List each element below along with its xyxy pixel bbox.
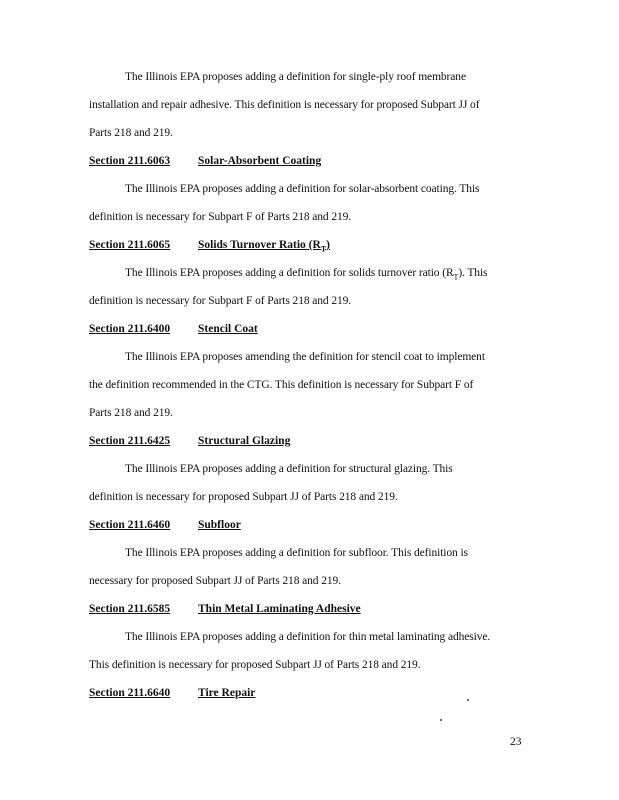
paragraph-line: The Illinois EPA proposes adding a definition for thin metal laminating adhesive. [125, 631, 491, 643]
section-heading [89, 518, 241, 532]
section-number: Section 211.6640 [89, 687, 171, 699]
section-number: Section 211.6585 [89, 603, 171, 615]
section-title: Subfloor [198, 519, 241, 531]
paragraph-line: definition is necessary for Subpart F of Parts 218 and 219. [89, 295, 352, 307]
section-number: Section 211.6425 [89, 435, 171, 447]
section-heading [89, 322, 258, 336]
paragraph-line: Parts 218 and 219. [89, 127, 173, 139]
section-number: Section 211.6063 [89, 155, 171, 167]
section-heading [89, 434, 290, 448]
section-number: Section 211.6400 [89, 323, 171, 335]
paragraph-line: the definition recommended in the CTG. This definition is necessary for Subpart F of [89, 379, 474, 391]
section-heading [89, 686, 255, 700]
paragraph-line: This definition is necessary for proposed Subpart JJ of Parts 218 and 219. [89, 659, 421, 671]
scan-speck [467, 699, 469, 701]
paragraph-line: installation and repair adhesive. This definition is necessary for proposed Subpart JJ of [89, 99, 480, 111]
section-heading [89, 238, 330, 256]
page-number: 23 [510, 736, 522, 748]
paragraph-line: Parts 218 and 219. [89, 407, 173, 419]
paragraph-line: definition is necessary for Subpart F of Parts 218 and 219. [89, 211, 352, 223]
section-title: Tire Repair [198, 687, 256, 699]
section-heading [89, 602, 361, 616]
paragraph-line: necessary for proposed Subpart JJ of Parts 218 and 219. [89, 575, 341, 587]
section-title: Stencil Coat [198, 323, 258, 335]
paragraph-line: The Illinois EPA proposes adding a definition for solar-absorbent coating. This [125, 183, 480, 195]
paragraph-line: The Illinois EPA proposes amending the definition for stencil coat to implement [125, 351, 485, 363]
paragraph-line: definition is necessary for proposed Subpart JJ of Parts 218 and 219. [89, 491, 398, 503]
section-title: Structural Glazing [198, 435, 291, 447]
paragraph-line: The Illinois EPA proposes adding a definition for solids turnover ratio $(R_T)$. This [125, 267, 488, 282]
section-number: Section 211.6065 [89, 239, 171, 251]
section-title: Thin Metal Laminating Adhesive [198, 603, 361, 615]
section-heading [89, 154, 321, 168]
section-number: Section 211.6460 [89, 519, 171, 531]
scan-speck [440, 719, 442, 721]
paragraph-line: The Illinois EPA proposes adding a definition for single-ply roof membrane [125, 71, 466, 83]
section-title: Solids Turnover Ratio $(R_T)$ [198, 239, 330, 254]
section-title: Solar-Absorbent Coating [198, 155, 322, 167]
paragraph-line: The Illinois EPA proposes adding a definition for subfloor. This definition is [125, 547, 468, 559]
paragraph-line: The Illinois EPA proposes adding a definition for structural glazing. This [125, 463, 453, 475]
